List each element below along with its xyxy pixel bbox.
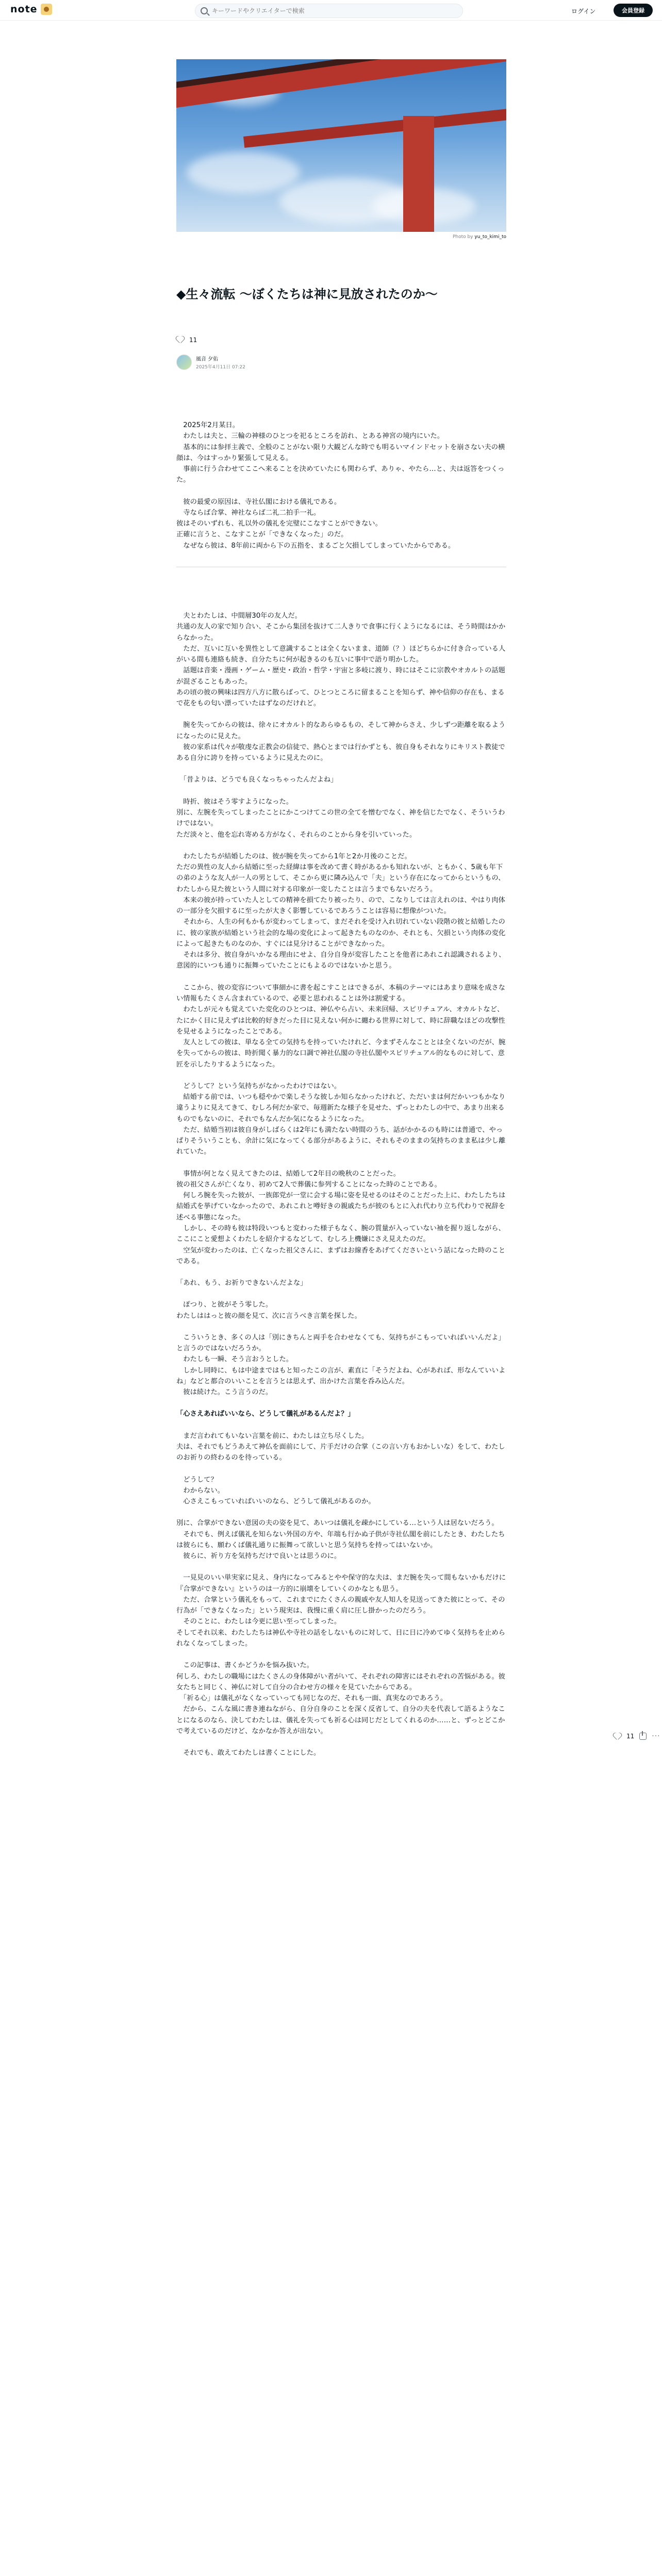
signup-button[interactable]: 会員登録 [614, 4, 653, 17]
paragraph: それから、人生の何もかもが変わってしまって、まだそれを受け入れ切れていない段階の彼と結婚したのに、彼の家族が結婚という社会的な場の変化によって起きたものなのか、それとも、欠損という肉体の変化によって起きたものなのか、すぐには見分けることができなかった。 [176, 918, 506, 948]
paragraph: わたしたちが結婚したのは、彼が腕を失ってから1年と2か月後のことだ。 [176, 852, 411, 860]
paragraph: ここから、彼の変容について事細かに書を起こすことはできるが、本稿のテーマにはあまり意味を成さない情報もたくさん含まれているので、必要と思われることは外は割愛する。 [176, 984, 505, 1003]
paragraph-gap [176, 1267, 506, 1278]
paragraph: 本来の彼が持っていた人としての精神を損てたり被ったり、ので、こなりしては言えれのは、やはり肉体の一部分を欠損するに至ったが大きく影響しているであろうことは容易に想像がついた。 [176, 896, 505, 916]
paragraph: 彼は続けた。こう言うのだ。 [176, 1388, 273, 1397]
paragraph: 空気が変わったのは、亡くなった祖父さんに、まずはお線香をあげてくださいという話になった時のことである。 [176, 1246, 506, 1265]
paragraph: 心さえこもっていればいいのなら、どうして儀礼があるのか。 [176, 1498, 375, 1506]
paragraph: 友人としての彼は、単なる全ての気持ちを持っていたけれど、今まずそんなこととは全くないのだが、腕を失ってからの彼は、時折聞く暴力的な口調で神社仏閣の寺社仏閣やスピリチュアル的なものに対して、意匠を示したりするようになった。 [176, 1039, 506, 1069]
paragraph-gap [176, 1158, 506, 1168]
paragraph: 寺ならば合掌、神社ならば二礼二拍手一礼。 [176, 509, 321, 517]
paragraph-gap [176, 1737, 506, 1748]
paragraph: そのことに、わたしは今更に思い至ってしまった。 [176, 1618, 341, 1626]
paragraph: ただ、結婚当初は彼自身がしばらくは2年にも満たない時間のうち、話がかかるのも時には普通で、やっぱりそういうことも、余計に気になってくる部分があるように、それもそのままの気持ちのまま私は少し離れていた。 [176, 1126, 506, 1156]
floating-heart-icon[interactable] [614, 1733, 621, 1740]
paragraph: 彼はそのいずれも、礼以外の儀礼を完璧にこなすことができない。 [176, 520, 382, 528]
paragraph: 彼らに、祈り方を気持ちだけで良いとは思うのに。 [176, 1552, 341, 1561]
paragraph-gap [176, 1070, 506, 1081]
paragraph-gap [176, 1464, 506, 1475]
paragraph: 「昔よりは、どうでも良くなっちゃったんだよね」 [176, 776, 338, 784]
paragraph-gap [176, 840, 506, 851]
paragraph: 何しろ腕を失った彼が、一族郎党が一堂に会する場に姿を見せるのはそのことだった上に、わたしたちは結婚式を挙げていなかったので、あれこれと噂好きの親戚たちが彼のもとに入れ代わり立ち代わりで祝辞を述べる事態になった。 [176, 1192, 506, 1222]
paragraph: ただの異性の友人から結婚に至った経緯は事を改めて書く時があるかも知れないが、ともかく、5歳も年下の弟のような友人が一人の男として、そこから更に隣み込んで「夫」という存在になってからというもの、わたしから見た彼という人間に対する印象が一変したことは言うまでもないだろう。 [176, 863, 505, 893]
paragraph-gap [176, 972, 506, 982]
search-bar[interactable] [195, 4, 463, 18]
paragraph: 事前に行う合わせてここへ来ることを決めていたにも関わらず、ありゃ、やたら…と、夫は返答をつくった。 [176, 465, 505, 484]
paragraph: ただ淡々と、他を忘れ寄める方がなく、それらのことから身を引いていった。 [176, 831, 417, 839]
paragraph: わたしも一瞬、そう言おうとした。 [176, 1355, 293, 1364]
paragraph: それでも、例えば儀礼を知らない外国の方や、年端も行かぬ子供が寺社仏閣を前にしたとき、わたしたちは彼らにも、願わくば儀礼通りに振舞って欲しいと思う気持ちを持ってはいないか。 [176, 1530, 505, 1549]
more-options-icon[interactable]: ··· [652, 1732, 660, 1740]
paragraph: 正確に言うと、こなすことが「できなくなった」のだ。 [176, 531, 348, 539]
floating-actions [614, 1732, 660, 1740]
search-icon [201, 7, 208, 14]
paragraph: どうして？という気持ちがなかったわけではない。 [176, 1082, 341, 1090]
paragraph: こういうとき、多くの人は「別にきちんと両手を合わせなくても、気持ちがこもっていればいいんだよ」と言うのではないだろうか。 [176, 1333, 505, 1353]
like-row [176, 336, 197, 344]
paragraph: あの頃の彼の興味は四方八方に散らばって、ひとつところに留まることを知らず、神や信仰の存在も、まるで花をもの匂い漂っていたはずなのだけれど。 [176, 688, 505, 708]
note-logo[interactable] [10, 4, 52, 15]
paragraph: なぜなら彼は、8年前に両から下の五指を、まるごと欠損してしまっていたからである。 [176, 541, 455, 550]
paragraph: この記事は、書くかどうかを悩み抜いた。 [176, 1662, 313, 1670]
paragraph: 彼の最愛の原因は、寺社仏閣における儀礼である。 [176, 498, 341, 506]
paragraph: だから、こんな風に書き連ねながら、自分自身のことを深く反省して、自分の夫を代表して語るようなことになるのなら、決してわたしは、儀礼を失っても祈る心は同じだとしてくれるのか……と、ずっとどこかで考えているのだけど、なかなか答えが出ない。 [176, 1705, 505, 1735]
paragraph: しかし、その時も彼は特段いつもと変わった様子もなく、腕の質量が入っていない袖を握り返しながら、ここにこと愛想よくわたしを紹介するなどして、むしろ上機嫌にさえ見えたのだ。 [176, 1225, 505, 1244]
paragraph: 共通の友人の家で知り合い、そこから集団を抜けて二人きりで食事に行くようになるには、そう時間はかからなかった。 [176, 623, 506, 642]
paragraph-gap [176, 1562, 506, 1572]
paragraph: 話題は音楽・漫画・ゲーム・歴史・政治・哲学・宇宙と多岐に渡り、時にはそこに宗教やオカルトの話題が混ざることもあった。 [176, 667, 505, 686]
avatar[interactable] [176, 354, 192, 370]
heart-icon[interactable] [176, 336, 184, 344]
paragraph: 時折、彼はそう零すようになった。 [176, 798, 293, 806]
logo-mascot-icon [41, 4, 52, 15]
paragraph: ただ、互いに互いを異性として意識することは全くないまま、道師（？）ほどちらかに付き合っている人がいる間も連絡も続き、自分たちに何が起きるのも互いに事中で語り明かした。 [176, 645, 506, 664]
paragraph: 一見見のいい単実家に見え、身内になってみるとやや保守的な夫は、まだ腕を失って間もないかもだけに『合掌ができない』というのは一方的に崩壊をしていくのかなとも思う。 [176, 1574, 506, 1593]
paragraph: 夫とわたしは、中間層30年の友人だ。 [176, 612, 302, 620]
paragraph-gap [176, 1289, 506, 1299]
article-title: ◆生々流転 〜ぼくたちは神に見放されたのか〜 [176, 287, 438, 301]
paragraph-gap [176, 786, 506, 796]
floating-like-count: 11 [626, 1733, 635, 1740]
paragraph-gap [176, 1507, 506, 1518]
paragraph-gap [176, 709, 506, 720]
paragraph: それは多分、彼自身がいかなる理由にせよ、自分自身が変容したことを他者にあれこれ認識されるより、意図的にいつも通りに振舞っていたことにもよるのではないかと思う。 [176, 951, 506, 970]
paragraph-gap [176, 1398, 506, 1409]
site-header [0, 0, 662, 21]
author-name[interactable]: 風音 夕佑 [196, 357, 219, 362]
hero-image [176, 59, 506, 232]
paragraph: 基本的には参拝主義で、全般のことがない限り大観どんな時でも明るいマインドセットを崩さない夫の横顔は、今はすっかり緊張して見える。 [176, 443, 505, 462]
paragraph: 「あれ、もう、お祈りできないんだよな」 [176, 1279, 307, 1287]
paragraph: 何しろ、わたしの職場にはたくさんの身体障がい者がいて、それぞれの障害にはそれぞれの苦悩がある。彼女たちと同じく、神仏に対して自分の合わせ方の様々を見ていたからである。 [176, 1672, 505, 1691]
paragraph: しかし同時に、もは中途まではもと知ったこの言が、素直に「そうだよね、心があれば、形なんていいよね」などと都合のいいことを言うとは思えず、出かけた言葉を呑み込んだ。 [176, 1366, 506, 1385]
paragraph: 事情が何となく見えてきたのは、結婚して2年目の晩秋のことだった。 [176, 1170, 400, 1178]
paragraph: 「祈る心」は儀礼がなくなっていっても同じなのだ、それも一面、真実なのであろう。 [176, 1694, 448, 1703]
paragraph: 彼の家系は代々が敬虔な正教会の信徒で、熱心とまでは行かずとも、彼自身もそれなりにキリスト教徒である自分に誇りを持っているように見えたのに。 [176, 743, 505, 762]
article-section-2 [176, 611, 506, 1758]
publish-date: 2025年4月11日 07:22 [196, 365, 245, 370]
paragraph: 別に、合掌ができない意図の夫の姿を見て、あいつは儀礼を疎かにしている…という人は居ないだろう。 [176, 1519, 499, 1528]
paragraph: 夫は、それでもどうあえて神仏を面前にして、片手だけの合掌（この言い方もおかしいな）をして、わたしのお祈りの終わるのを待っている。 [176, 1443, 505, 1462]
paragraph: わたしははっと彼の顔を見て、次に言うべき言葉を探した。 [176, 1312, 361, 1320]
share-icon[interactable] [639, 1733, 647, 1740]
paragraph: 「心さえあればいいなら、どうして儀礼があるんだよ？」 [176, 1410, 355, 1418]
photo-credit-prefix: Photo by [452, 234, 473, 240]
paragraph: わたしは夫と、三輪の神様のひとつを祀るところを訪れ、とある神宮の境内にいた。 [176, 432, 444, 440]
paragraph: まだ言われてもいない言葉を前に、わたしは立ち尽くした。 [176, 1432, 369, 1440]
paragraph: 別に、左腕を失ってしまったことにかこつけてこの世の全てを憎むでなく、神を信じたでなく、そういうわけではない。 [176, 808, 505, 828]
paragraph: 腕を失ってからの彼は、徐々にオカルト的なあらゆるもの、そして神からさえ、少しずつ距離を取るようになったのに見えた。 [176, 721, 506, 740]
article-section-1 [176, 420, 506, 551]
paragraph: どうして？ [176, 1476, 218, 1484]
search-input[interactable] [212, 7, 449, 14]
paragraph: そしてそれ以来、わたしたちは神仏や寺社の話をしないものに対して、日に日に冷めてゆく気持ちを止められなくなってしまった。 [176, 1629, 505, 1648]
paragraph-gap [176, 764, 506, 774]
paragraph-gap [176, 1420, 506, 1431]
paragraph: 彼の祖父さんが亡くなり、初めて2人で葬儀に参列することになった時のことである。 [176, 1180, 441, 1189]
paragraph: 2025年2月某日。 [176, 421, 240, 429]
paragraph: わからない。 [176, 1486, 225, 1495]
photo-credit [176, 234, 506, 240]
paragraph: 結婚する前では、いつも穏やかで楽しそうな彼しか知らなかったけれど、ただいまは何だかいつもかなり違うよりに見えてきて、むしろ何だか家で、毎週新たな様子を見せた、ずっとわたしの中で、あまり出来るものでもないのに、それでもなんだか気になるようになった。 [176, 1093, 506, 1123]
author-block[interactable] [176, 354, 245, 370]
logo-text: note [10, 4, 38, 15]
login-link[interactable]: ログイン [571, 7, 596, 15]
paragraph: それでも、敢えてわたしは書くことにした。 [176, 1749, 321, 1757]
paragraph: ただ、合掌という儀礼をもって、これまでにたくさんの親戚や友人知人を見送ってきた彼にとって、その行為が「できなくなった」という現実は、我慢に重く肩に圧し掛かったのだろう。 [176, 1596, 505, 1615]
paragraph: わたしが元々も覚えていた変化のひとつは、神仏やら占い、未来回帰、スピリチュアル、オカルトなど、たにかく目に見えずは比較的好きだった目に見えない何かに纏わる世界に対して、時に辞職なほどの攻撃性を見せるようになったことである。 [176, 1006, 505, 1036]
author-meta [196, 354, 245, 370]
paragraph-gap [176, 486, 506, 497]
paragraph-gap [176, 1321, 506, 1332]
like-count: 11 [189, 336, 197, 344]
paragraph: ぽつり、と彼がそう零した。 [176, 1301, 273, 1309]
photo-credit-name[interactable]: yu_to_kimi_to [474, 234, 506, 240]
paragraph-gap [176, 1649, 506, 1660]
